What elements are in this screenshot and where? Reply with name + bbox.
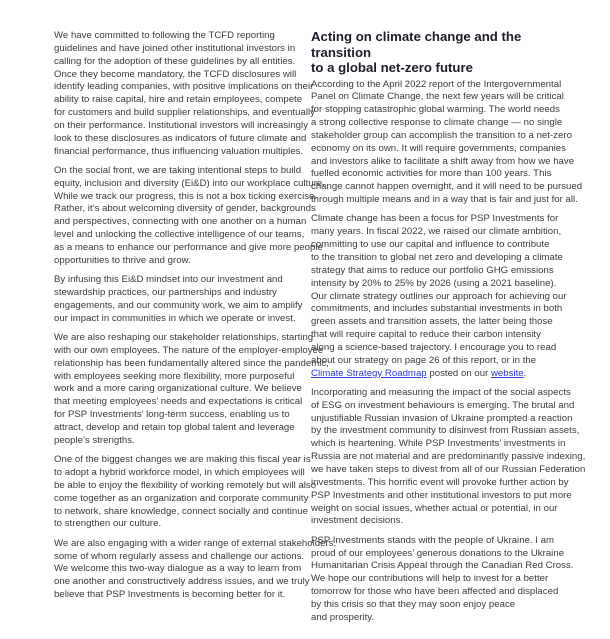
text-line: we have taken steps to divest from all of our Russian Federation — [311, 463, 586, 475]
text-line: attract, develop and retain top global talent and leverage — [54, 421, 295, 433]
text-line: through multiple means and in a way that is fair and just for all. — [311, 194, 578, 206]
text-line: believe that PSP Investments is becoming better for it. — [54, 589, 286, 601]
text-line: While we track our progress, this is not a box ticking exercise. — [54, 190, 318, 202]
text-line: that meeting employees’ needs and expectations is critical — [54, 396, 303, 408]
text-line: and prosperity. — [311, 611, 375, 623]
text-line: and investors alike to facilitate a shift away from how we have — [311, 155, 575, 167]
text-line: a strong collective response to climate change — no single — [311, 117, 563, 129]
text-line: level and unlocking the collective intelligence of our teams, — [54, 229, 305, 241]
text-line: Once they become mandatory, the TCFD disclosures will — [54, 68, 297, 80]
text-line: PSP Investments and other institutional investors to put more — [311, 489, 572, 501]
text-line: investments. This horrific event will provoke further action by — [311, 476, 569, 488]
text-line: commitments, and includes substantial investments in both — [311, 303, 563, 315]
website-link[interactable]: website — [490, 367, 524, 379]
text-line: about our strategy on page 26 of this report, or in the — [311, 354, 537, 366]
paragraph — [54, 454, 317, 531]
text-line: for stopping catastrophic global warming. The world needs — [311, 104, 560, 116]
text-line: Russia are not material and are predominantly passive indexing, — [311, 451, 586, 463]
section-heading — [311, 29, 581, 76]
text-line: one another and constructively address issues, and we truly — [54, 576, 310, 588]
text-line: many years. In fiscal 2022, we raised our climate ambition, — [311, 226, 562, 238]
text-line: guidelines and have joined other institutional investors in — [54, 42, 296, 54]
text-line: identify leading companies, with positive implications on their — [54, 81, 314, 93]
text-line: We welcome this two-way dialogue as a way to learn from — [54, 563, 302, 575]
text-line: opportunities to thrive and grow. — [54, 254, 191, 266]
text-line: by the investment community to disinvest from Russian assets, — [311, 425, 580, 437]
text-line: By infusing this Ei&D mindset into our investment and — [54, 274, 283, 286]
text-line: be able to enjoy the flexibility of working remotely but will also — [54, 479, 317, 491]
text-line: some of whom regularly assess and challenge our actions. — [54, 550, 305, 562]
heading-line: to a global net-zero future — [311, 60, 473, 75]
text-line: We are also reshaping our stakeholder relationships, starting — [54, 332, 314, 344]
text-line: by this crisis so that they may soon enjoy peace — [311, 598, 516, 610]
text-segment: posted on our — [426, 367, 491, 379]
text-line: green assets and transition assets, the latter being those — [311, 316, 553, 328]
paragraph-ukraine — [311, 535, 581, 625]
text-line: stakeholder group can accomplish the transition to a net-zero — [311, 129, 572, 141]
climate-strategy-roadmap-link[interactable]: Climate Strategy Roadmap — [311, 367, 427, 379]
text-line: fuelled economic activities for more than 100 years. This — [311, 168, 552, 180]
paragraph — [54, 274, 304, 325]
text-line: committing to use our capital and influence to contribute — [311, 239, 550, 251]
text-line: look to these disclosures as indicators of future climate and — [54, 132, 307, 144]
heading-line: Acting on climate change and the transition — [311, 29, 522, 60]
text-line: work and a more caring organizational culture. We believe — [54, 383, 302, 395]
text-line: According to the April 2022 report of the Intergovernmental — [311, 78, 562, 90]
paragraph-ipcc — [311, 79, 581, 207]
text-line: Climate change has been a focus for PSP Investments for — [311, 213, 559, 225]
text-line: Incorporating and measuring the impact of the social aspects — [311, 386, 571, 398]
left-column — [54, 30, 337, 608]
text-line: strategy that aims to reduce our portfolio GHG emissions — [311, 264, 554, 276]
text-line: We hope our contributions will help to invest for a better — [311, 573, 549, 585]
text-line: which is heartening. While PSP Investments’ investments in — [311, 438, 566, 450]
text-line: financial performance, thus influencing valuation multiples. — [54, 145, 304, 157]
text-line: equity, inclusion and diversity (Ei&D) into our workplace culture. — [54, 177, 325, 189]
text-line: weight on social issues, whether actual or potential, in our — [311, 502, 558, 514]
text-line: for customers and build supplier relationships, and eventually — [54, 107, 315, 119]
text-line: on their performance. Institutional investors will increasingly — [54, 119, 309, 131]
text-line: as a means to enhance our performance and give more people — [54, 242, 323, 253]
text-line: to the transition to global net zero and developing a climate — [311, 251, 563, 263]
text-line: of ESG on investment behaviours is emerging. The brutal and — [311, 399, 575, 411]
paragraph — [54, 537, 337, 602]
paragraph-climate-strategy — [311, 213, 581, 380]
text-line: We are also engaging with a wider range of external stakeholders, — [54, 537, 337, 549]
text-line: come together as an organization and corporate community — [54, 492, 309, 504]
text-line — [311, 368, 581, 381]
text-line: Our climate strategy outlines our approach for achieving our — [311, 290, 567, 302]
text-line: change cannot happen overnight, and it will need to be pursued — [311, 181, 583, 193]
text-line: to network, share knowledge, connect socially and continue — [54, 505, 308, 517]
text-line: ability to raise capital, hire and retain employees, compete — [54, 94, 303, 106]
text-line: proud of our employees’ generous donations to the Ukraine — [311, 547, 565, 559]
text-line: relationship has been fundamentally altered since the pandemic, — [54, 357, 329, 369]
text-line: to adopt a hybrid workforce model, in which employees will — [54, 467, 305, 478]
text-line: intensity by 20% to 25% by 2026 (using a 2021 baseline). — [311, 277, 557, 289]
text-line: people’s strengths. — [54, 434, 135, 446]
text-line: investment decisions. — [311, 515, 404, 527]
text-line: with employees seeking more flexibility, more purposeful — [54, 370, 295, 382]
text-line: One of the biggest changes we are making this fiscal year is — [54, 454, 311, 466]
text-line: PSP Investments stands with the people of Ukraine. I am — [311, 534, 555, 546]
paragraph — [54, 332, 329, 448]
paragraph — [54, 164, 325, 268]
text-line: along a science-based trajectory. I encourage you to read — [311, 341, 557, 353]
text-line: On the social front, we are taking intentional steps to build — [54, 164, 302, 176]
text-line: and perspectives, connecting with one another on a human — [54, 216, 307, 228]
text-line: Panel on Climate Change, the next few years will be critical — [311, 91, 564, 103]
right-column — [311, 29, 586, 631]
text-line: our impact in communities in which we operate or invest. — [54, 312, 296, 324]
text-line: to strengthen our culture. — [54, 518, 162, 530]
text-line: with our own employees. The nature of the employer-employee — [54, 344, 324, 356]
text-line: Rather, it’s about welcoming diversity of gender, backgrounds — [54, 203, 316, 215]
text-line: We have committed to following the TCFD reporting — [54, 30, 275, 41]
text-line: unjustifiable Russian invasion of Ukraine prompted a reaction — [311, 412, 573, 424]
text-line: tomorrow for those who have been affected and displaced — [311, 586, 559, 598]
text-line: economy on its own. It will require governments, companies — [311, 142, 566, 154]
text-line: engagements, and our community work, we aim to amplify — [54, 299, 303, 311]
text-line: calling for the adoption of these guidelines by all entities. — [54, 55, 296, 67]
text-line: for PSP Investments’ long-term success, enabling us to — [54, 409, 290, 421]
text-line: Humanitarian Crisis Appeal through the Canadian Red Cross. — [311, 560, 574, 572]
paragraph-russia — [311, 386, 586, 528]
text-line: that will require capital to reduce their carbon intensity — [311, 329, 541, 341]
text-segment: . — [523, 367, 527, 379]
text-line: stewardship practices, our partnerships and industry — [54, 287, 277, 299]
paragraph — [54, 30, 315, 158]
